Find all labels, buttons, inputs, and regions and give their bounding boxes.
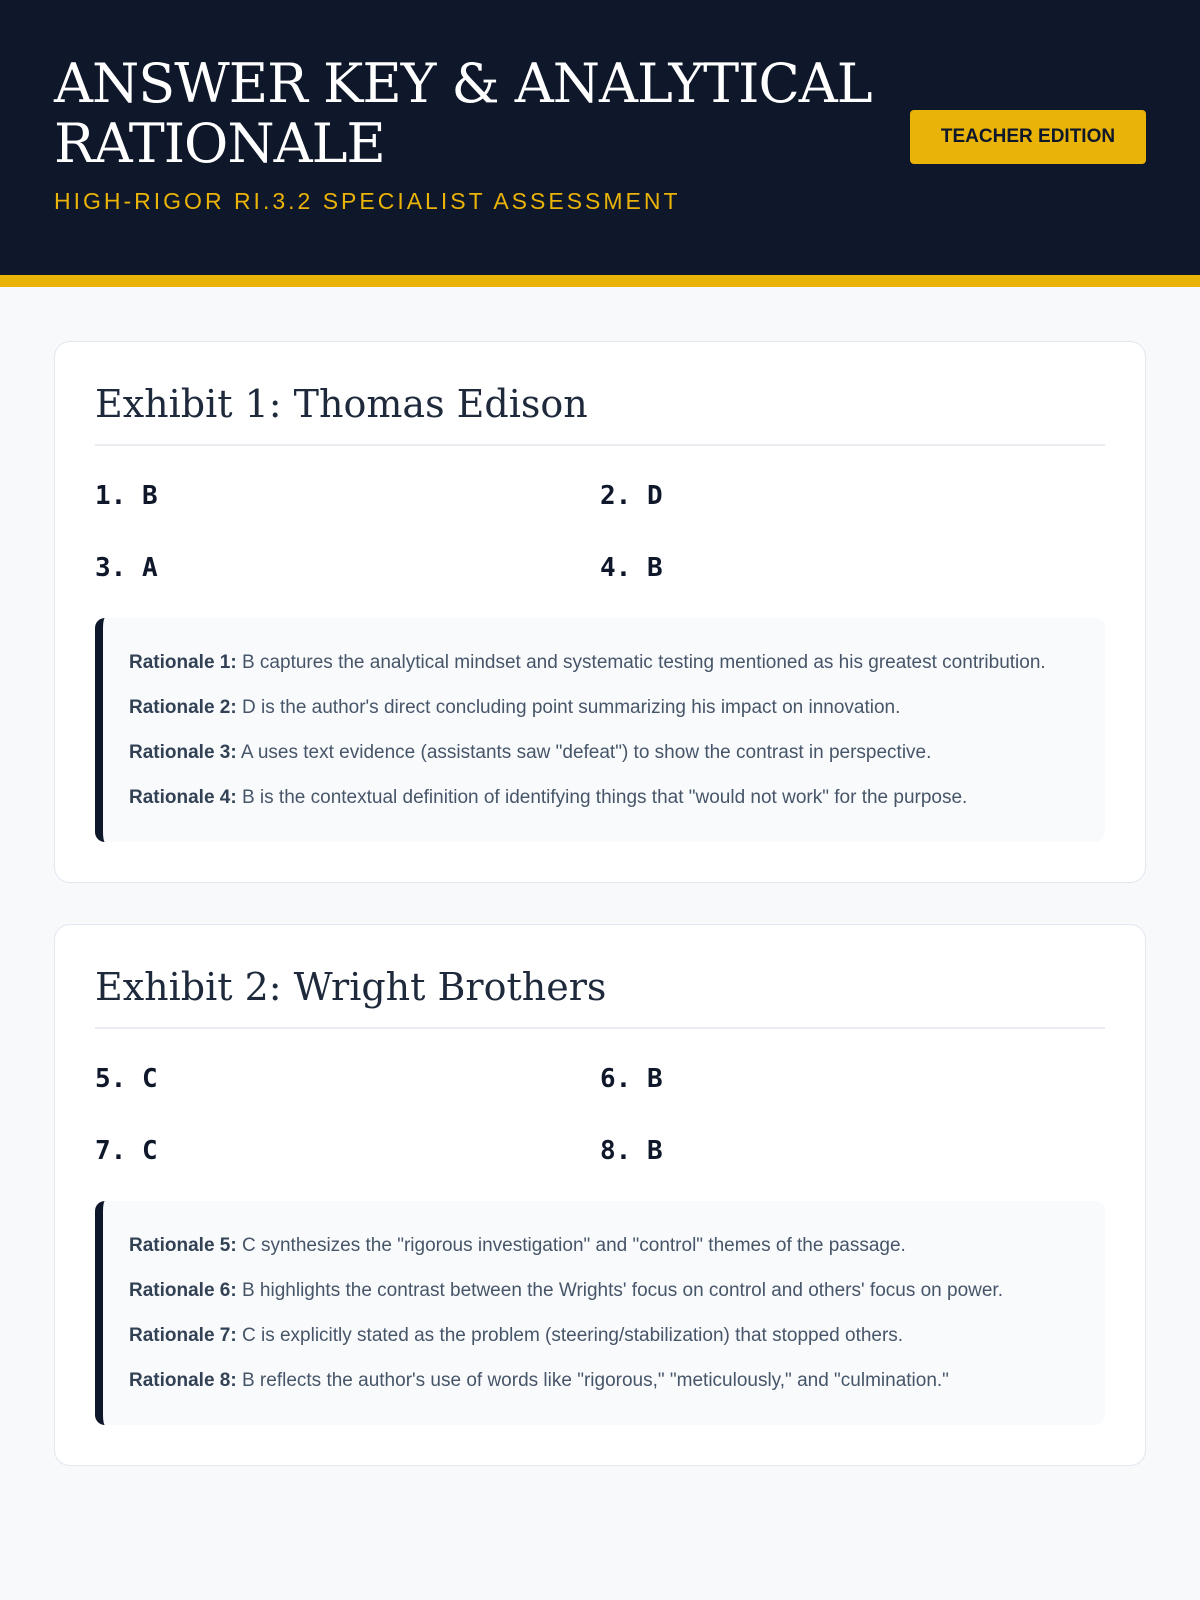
rationale-box bbox=[95, 1201, 1105, 1425]
rationale-item bbox=[129, 1274, 1065, 1307]
rationale-item bbox=[129, 1364, 1065, 1397]
page-header bbox=[0, 0, 1200, 287]
rationale-text: B is the contextual definition of identifying things that "would not work" for the purpose. bbox=[236, 787, 968, 808]
rationale-box bbox=[95, 618, 1105, 842]
rationale-text: B reflects the author's use of words like "rigorous," "meticulously," and "culmination." bbox=[236, 1370, 949, 1391]
exhibit-title: Exhibit 2: Wright Brothers bbox=[95, 965, 1105, 1029]
main-content bbox=[0, 287, 1200, 1466]
answer-item: 7. C bbox=[95, 1136, 158, 1166]
answer-item: 8. B bbox=[600, 1136, 663, 1166]
answer-grid bbox=[95, 1029, 1105, 1201]
page-subtitle: HIGH-RIGOR RI.3.2 SPECIALIST ASSESSMENT bbox=[54, 188, 681, 214]
answer-item: 3. A bbox=[95, 553, 158, 583]
exhibit-title: Exhibit 1: Thomas Edison bbox=[95, 382, 1105, 446]
rationale-label: Rationale 3: bbox=[129, 742, 237, 763]
rationale-text: C is explicitly stated as the problem (steering/stabilization) that stopped others. bbox=[236, 1325, 904, 1346]
answer-item: 1. B bbox=[95, 481, 158, 511]
rationale-item bbox=[129, 646, 1065, 679]
rationale-item bbox=[129, 691, 1065, 724]
rationale-item bbox=[129, 736, 1065, 769]
rationale-label: Rationale 1: bbox=[129, 652, 237, 673]
exhibit-card-edison bbox=[54, 341, 1146, 883]
rationale-text: D is the author's direct concluding point summarizing his impact on innovation. bbox=[236, 697, 901, 718]
answer-item: 4. B bbox=[600, 553, 663, 583]
rationale-label: Rationale 2: bbox=[129, 697, 237, 718]
rationale-text: B captures the analytical mindset and systematic testing mentioned as his greatest contribution. bbox=[236, 652, 1046, 673]
answer-item: 5. C bbox=[95, 1064, 158, 1094]
rationale-text: A uses text evidence (assistants saw "defeat") to show the contrast in perspective. bbox=[236, 742, 932, 763]
teacher-edition-badge: TEACHER EDITION bbox=[910, 110, 1146, 164]
exhibit-card-wright-brothers bbox=[54, 924, 1146, 1466]
answer-grid bbox=[95, 446, 1105, 618]
rationale-item bbox=[129, 1229, 1065, 1262]
rationale-item bbox=[129, 1319, 1065, 1352]
rationale-item bbox=[129, 781, 1065, 814]
rationale-label: Rationale 8: bbox=[129, 1370, 237, 1391]
rationale-label: Rationale 5: bbox=[129, 1235, 237, 1256]
rationale-text: B highlights the contrast between the Wrights' focus on control and others' focus on power. bbox=[236, 1280, 1003, 1301]
page-title: ANSWER KEY & ANALYTICAL RATIONALE bbox=[54, 52, 872, 175]
rationale-label: Rationale 6: bbox=[129, 1280, 237, 1301]
rationale-label: Rationale 7: bbox=[129, 1325, 237, 1346]
rationale-text: C synthesizes the "rigorous investigation" and "control" themes of the passage. bbox=[236, 1235, 906, 1256]
rationale-label: Rationale 4: bbox=[129, 787, 237, 808]
answer-item: 2. D bbox=[600, 481, 663, 511]
answer-item: 6. B bbox=[600, 1064, 663, 1094]
